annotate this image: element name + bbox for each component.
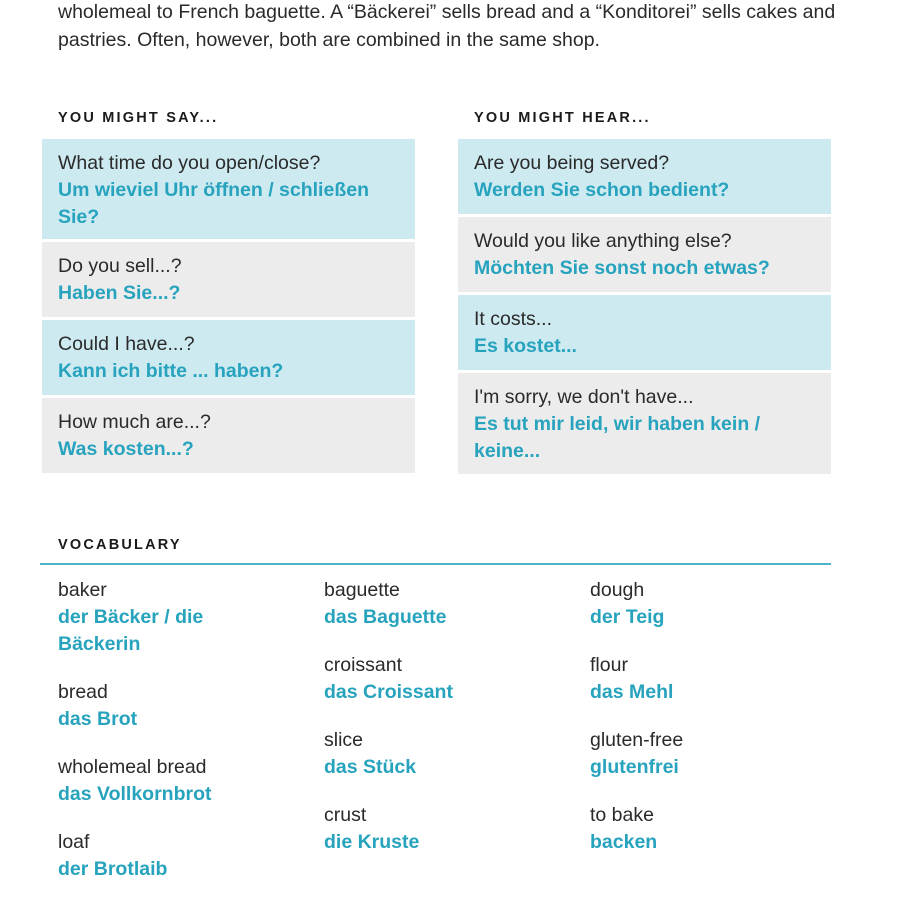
vocab-item — [324, 727, 564, 781]
vocab-item — [58, 577, 298, 658]
vocab-german: die Kruste — [324, 831, 420, 853]
vocab-german: glutenfrei — [590, 756, 679, 778]
vocab-english: gluten-free — [590, 729, 684, 751]
vocab-item — [590, 727, 830, 781]
phrase-box — [458, 373, 831, 474]
phrase-box — [42, 320, 415, 395]
vocab-german: das Mehl — [590, 681, 674, 703]
vocab-english: crust — [324, 804, 367, 826]
vocab-german: das Stück — [324, 756, 417, 778]
vocab-english: wholemeal bread — [58, 756, 207, 778]
vocab-item — [590, 652, 830, 706]
phrase-box — [458, 295, 831, 370]
vocab-german: der Brotlaib — [58, 858, 168, 880]
phrase-german: Kann ich bitte ... haben? — [58, 360, 284, 382]
vocab-german: das Baguette — [324, 606, 447, 628]
phrase-german: Um wieviel Uhr öffnen / schließen Sie? — [58, 179, 369, 228]
vocab-item — [590, 577, 830, 631]
vocab-english: bread — [58, 681, 108, 703]
phrase-english: Would you like anything else? — [474, 230, 732, 252]
vocab-english: baker — [58, 579, 107, 601]
phrase-english: Are you being served? — [474, 152, 670, 174]
vocab-item — [58, 679, 298, 733]
vocab-german: das Croissant — [324, 681, 453, 703]
you-might-hear-list — [458, 139, 831, 477]
vocab-item — [324, 802, 564, 856]
phrase-english: What time do you open/close? — [58, 152, 321, 174]
vocab-german: der Teig — [590, 606, 665, 628]
vocab-english: loaf — [58, 831, 90, 853]
phrase-german: Es kostet... — [474, 335, 577, 357]
vocab-english: flour — [590, 654, 628, 676]
phrase-german: Werden Sie schon bedient? — [474, 179, 730, 201]
vocab-column-2 — [324, 577, 564, 877]
vocab-item — [324, 652, 564, 706]
phrase-german: Es tut mir leid, wir haben kein / keine... — [474, 413, 761, 462]
vocab-item — [58, 754, 298, 808]
phrase-box — [42, 242, 415, 317]
vocab-german: backen — [590, 831, 658, 853]
vocabulary-divider — [40, 563, 831, 565]
phrase-english: I'm sorry, we don't have... — [474, 386, 694, 408]
vocabulary-heading: VOCABULARY — [58, 537, 182, 553]
phrase-box — [458, 217, 831, 292]
phrase-box — [42, 398, 415, 473]
you-might-say-heading: YOU MIGHT SAY... — [58, 110, 219, 126]
phrase-english: Do you sell...? — [58, 255, 182, 277]
phrase-english: How much are...? — [58, 411, 211, 433]
intro-paragraph: wholemeal to French baguette. A “Bäckerei” sells bread and a “Konditorei” sells cakes and pastries. Often, however, both are combined in the same shop. — [58, 1, 836, 51]
phrase-german: Was kosten...? — [58, 438, 194, 460]
phrase-box — [42, 139, 415, 239]
vocab-english: dough — [590, 579, 645, 601]
phrase-german: Möchten Sie sonst noch etwas? — [474, 257, 770, 279]
vocab-english: slice — [324, 729, 364, 751]
vocab-item — [590, 802, 830, 856]
vocab-english: croissant — [324, 654, 403, 676]
you-might-hear-heading: YOU MIGHT HEAR... — [474, 110, 651, 126]
vocab-column-1 — [58, 577, 298, 904]
phrase-german: Haben Sie...? — [58, 282, 181, 304]
phrase-english: Could I have...? — [58, 333, 195, 355]
vocab-column-3 — [590, 577, 830, 877]
vocab-item — [58, 829, 298, 883]
vocab-item — [324, 577, 564, 631]
you-might-say-list — [42, 139, 415, 476]
vocab-english: to bake — [590, 804, 654, 826]
vocab-english: baguette — [324, 579, 400, 601]
phrase-english: It costs... — [474, 308, 553, 330]
vocab-german: das Vollkornbrot — [58, 783, 212, 805]
vocab-german: das Brot — [58, 708, 138, 730]
vocab-german: der Bäcker / die Bäckerin — [58, 606, 204, 655]
phrase-box — [458, 139, 831, 214]
